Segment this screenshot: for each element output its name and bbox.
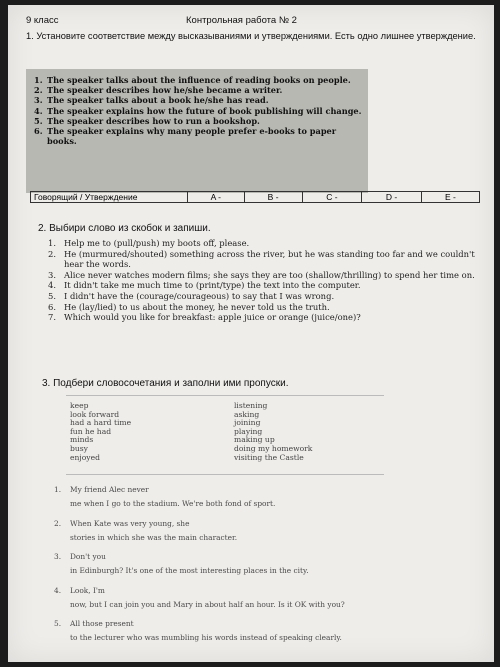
task3-list	[54, 485, 474, 653]
list-item: 3. The speaker talks about a book he/she has read.	[34, 95, 269, 106]
table-cell[interactable]: C -	[302, 192, 362, 203]
list-item: 4. The speaker explains how the future of book publishing will change.	[34, 105, 362, 116]
list-item: 5. All those present to the lecturer who was mumbling his words instead of speaking clearly.	[54, 619, 342, 643]
list-item: 6. He (lay/lied) to us about the money, he never told us the truth.	[48, 301, 330, 312]
table-cell[interactable]: A -	[188, 192, 245, 203]
list-item: 6. The speaker explains why many people prefer e-books to paper books.	[34, 126, 337, 147]
task2-heading: 2. Выбири слово из скобок и запиши.	[38, 223, 211, 234]
list-item: playing	[234, 426, 263, 436]
list-item: 4. It didn't take me much time to (print/type) the text into the computer.	[48, 280, 361, 291]
list-item: fun he had	[70, 426, 112, 436]
list-item: enjoyed	[70, 452, 100, 462]
list-item: 7. Which would you like for breakfast: apple juice or orange (juice/one)?	[48, 312, 361, 323]
table-cell[interactable]: D -	[362, 192, 422, 203]
table-cell: Говорящий / Утверждение	[31, 192, 188, 203]
list-item: had a hard time	[70, 418, 132, 428]
list-item: 2. He (murmured/shouted) something across the river, but he was standing too far and we couldn't hear the words.	[48, 248, 475, 270]
list-item: making up	[234, 435, 275, 445]
table-cell[interactable]: B -	[244, 192, 302, 203]
word-bank-right	[234, 402, 312, 462]
answer-table	[30, 191, 480, 203]
page-title: Контрольная работа № 2	[186, 15, 297, 26]
list-item: 3. Don't you in Edinburgh? It's one of the most interesting places in the city.	[54, 552, 309, 576]
list-item: look forward	[70, 409, 120, 419]
list-item: 3. Alice never watches modern films; she says they are too (shallow/thrilling) to spend her time on.	[48, 269, 475, 280]
list-item: asking	[234, 409, 260, 419]
list-item: 2. The speaker describes how he/she became a writer.	[34, 85, 283, 96]
table-cell[interactable]: E -	[421, 192, 479, 203]
list-item: listening	[234, 401, 268, 410]
table-row	[31, 192, 480, 203]
word-bank	[66, 395, 384, 475]
list-item: 1. Help me to (pull/push) my boots off, please.	[48, 238, 250, 248]
list-item: doing my homework	[234, 443, 313, 453]
list-item: 5. I didn't have the (courage/courageous) to say that I was wrong.	[48, 290, 335, 301]
list-item: 5. The speaker describes how to run a bookshop.	[34, 115, 260, 126]
list-item: 1. My friend Alec never me when I go to the stadium. We're both fond of sport.	[54, 485, 276, 508]
list-item: joining	[234, 418, 261, 428]
list-item: busy	[70, 443, 88, 453]
word-bank-left	[70, 402, 131, 462]
list-item: minds	[70, 435, 94, 445]
task3-heading: 3. Подбери словосочетания и заполни ими пропуски.	[42, 378, 289, 389]
statements-list	[34, 75, 364, 146]
list-item: 4. Look, I'm now, but I can join you and Mary in about half an hour. Is it OK with you?	[54, 585, 345, 609]
list-item: 2. When Kate was very young, she stories in which she was the main character.	[54, 518, 238, 542]
list-item: visiting the Castle	[234, 452, 304, 462]
worksheet-page	[8, 5, 494, 662]
list-item: 1. The speaker talks about the influence of reading books on people.	[34, 75, 351, 85]
task2-list	[48, 238, 478, 323]
grade-label: 9 класс	[26, 15, 59, 26]
list-item: keep	[70, 401, 89, 410]
task1-instruction: 1. Установите соответствие между высказываниями и утверждениями. Есть одно лишнее утверждение.	[26, 31, 476, 41]
